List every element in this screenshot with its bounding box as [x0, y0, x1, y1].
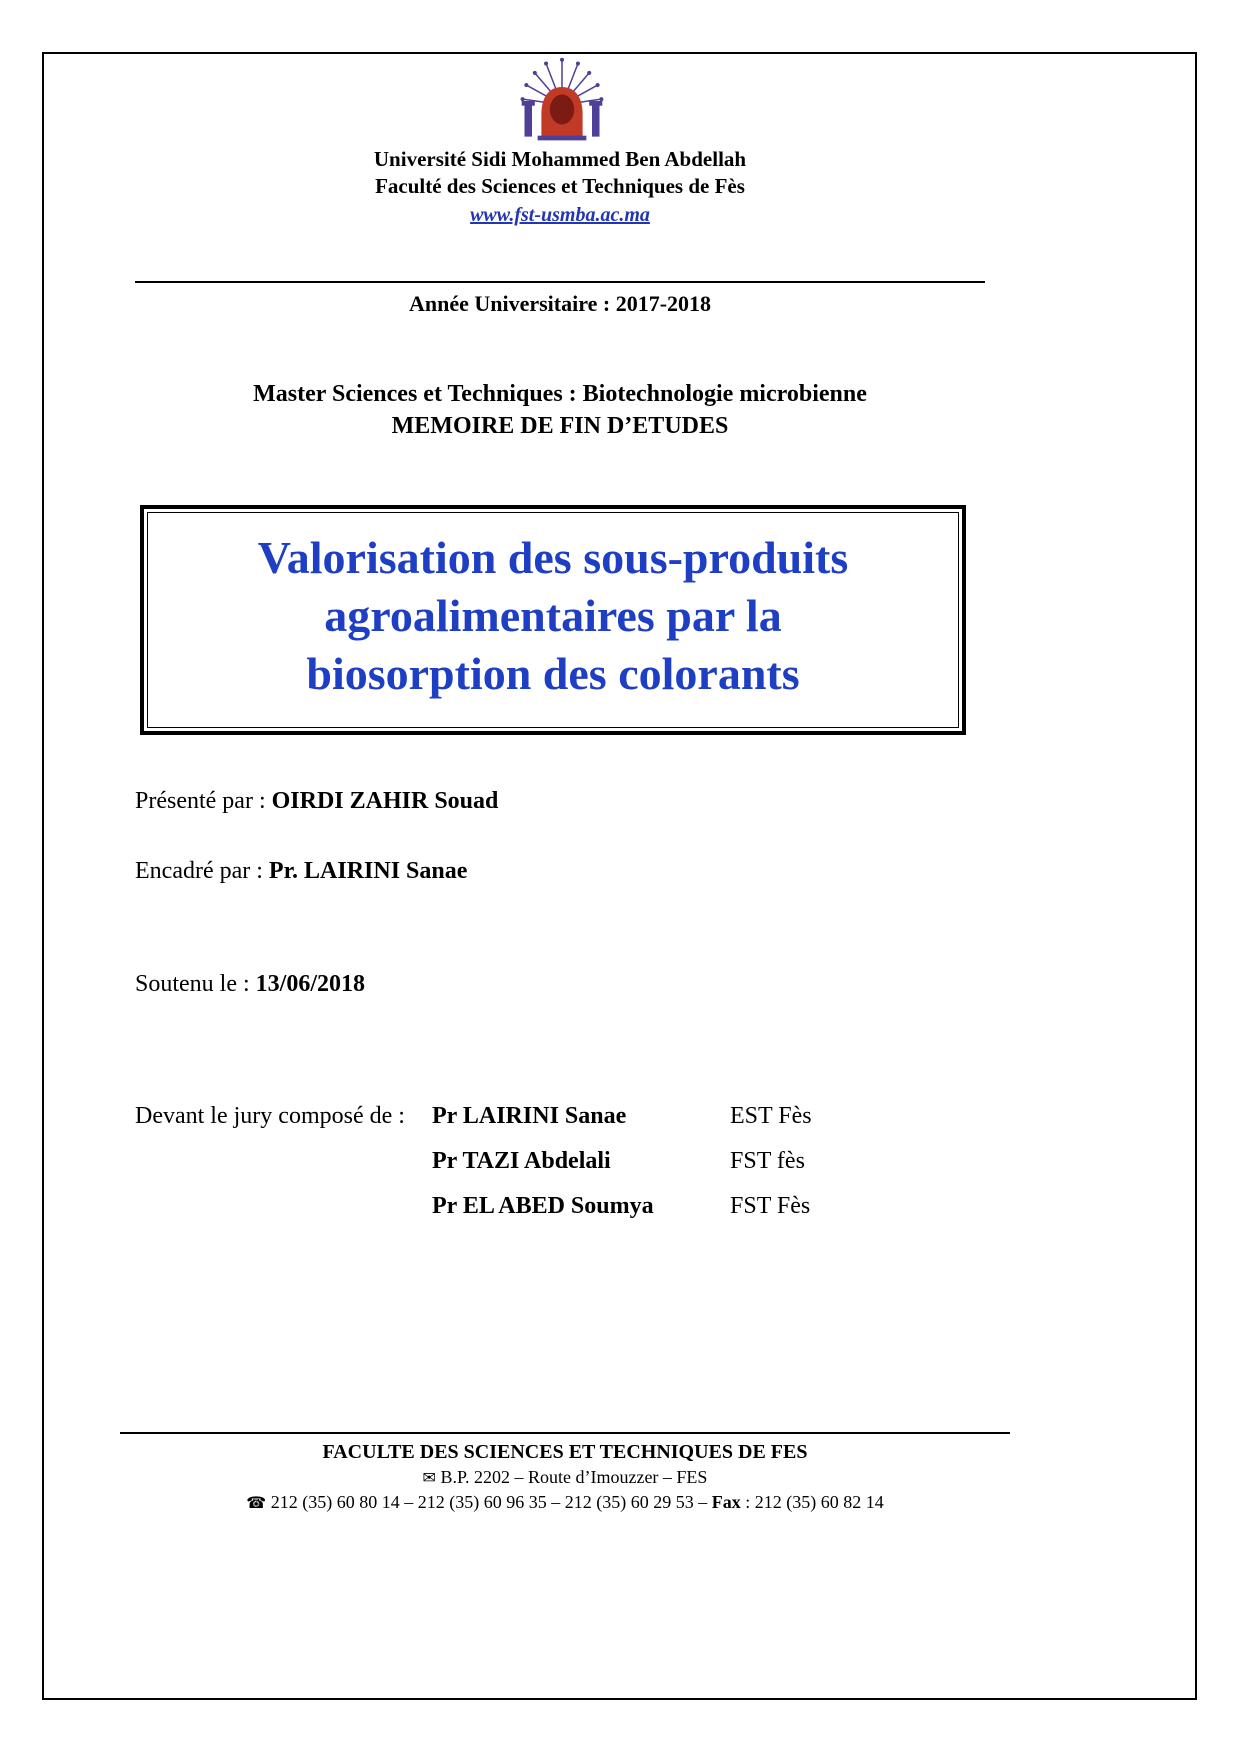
university-emblem-icon — [515, 56, 609, 146]
university-logo — [514, 56, 610, 146]
academic-year: Année Universitaire : 2017-2018 — [408, 291, 712, 316]
program-block — [135, 378, 985, 442]
jury-row — [432, 1103, 1035, 1148]
faculty-name: Faculté des Sciences et Techniques de Fès — [375, 174, 745, 198]
header-divider-line — [135, 281, 985, 283]
footer-fax-number: : 212 (35) 60 82 14 — [740, 1492, 884, 1512]
footer-faculty-name: FACULTE DES SCIENCES ET TECHNIQUES DE FES — [322, 1441, 808, 1463]
author-name: OIRDI ZAHIR Souad — [271, 788, 499, 814]
defense-date-label: Soutenu le : — [135, 971, 256, 997]
jury-member-affiliation: FST Fès — [730, 1193, 811, 1219]
page-footer — [120, 1432, 1010, 1515]
document-header — [135, 146, 985, 227]
website-link[interactable]: www.fst-usmba.ac.ma — [470, 204, 650, 226]
defense-date-line — [135, 971, 1035, 998]
master-program-title: Master Sciences et Techniques : Biotechnologie microbienne — [253, 381, 867, 407]
thesis-title-line-3: biosorption des colorants — [306, 648, 800, 699]
supervisor-name: Pr. LAIRINI Sanae — [268, 858, 468, 884]
footer-divider-line — [120, 1432, 1010, 1434]
jury-member-affiliation: EST Fès — [730, 1103, 812, 1129]
defense-date: 13/06/2018 — [255, 971, 365, 997]
presented-by-line — [135, 788, 1035, 815]
jury-member-affiliation: FST fès — [730, 1148, 805, 1174]
jury-row — [432, 1193, 1035, 1238]
jury-section — [135, 1103, 1035, 1238]
presented-by-label: Présenté par : — [135, 788, 272, 814]
footer-address: B.P. 2202 – Route d’Imouzzer – FES — [435, 1467, 708, 1487]
jury-row — [432, 1148, 1035, 1193]
jury-list — [432, 1103, 1035, 1238]
jury-label: Devant le jury composé de : — [135, 1103, 405, 1129]
phone-icon: ☎ — [246, 1493, 267, 1512]
footer-address-line — [120, 1465, 1010, 1490]
jury-member-name: Pr TAZI Abdelali — [432, 1148, 611, 1174]
thesis-title-line-2: agroalimentaires par la — [324, 590, 782, 641]
document-type: MEMOIRE DE FIN D’ETUDES — [391, 413, 729, 439]
footer-phone-line — [120, 1490, 1010, 1515]
university-name: Université Sidi Mohammed Ben Abdellah — [373, 147, 747, 171]
footer-phone-numbers: 212 (35) 60 80 14 – 212 (35) 60 96 35 – 212 (35) 60 29 53 – — [266, 1492, 712, 1512]
footer-fax-label: Fax — [711, 1492, 741, 1512]
envelope-icon: ✉ — [422, 1468, 436, 1487]
thesis-title-inner-border — [147, 512, 959, 728]
jury-member-name: Pr LAIRINI Sanae — [432, 1103, 627, 1129]
supervised-by-label: Encadré par : — [135, 858, 269, 884]
thesis-title — [158, 529, 948, 703]
jury-member-name: Pr EL ABED Soumya — [432, 1193, 654, 1219]
thesis-title-box — [140, 505, 966, 735]
thesis-title-line-1: Valorisation des sous-produits — [257, 532, 849, 583]
supervised-by-line — [135, 858, 1035, 885]
